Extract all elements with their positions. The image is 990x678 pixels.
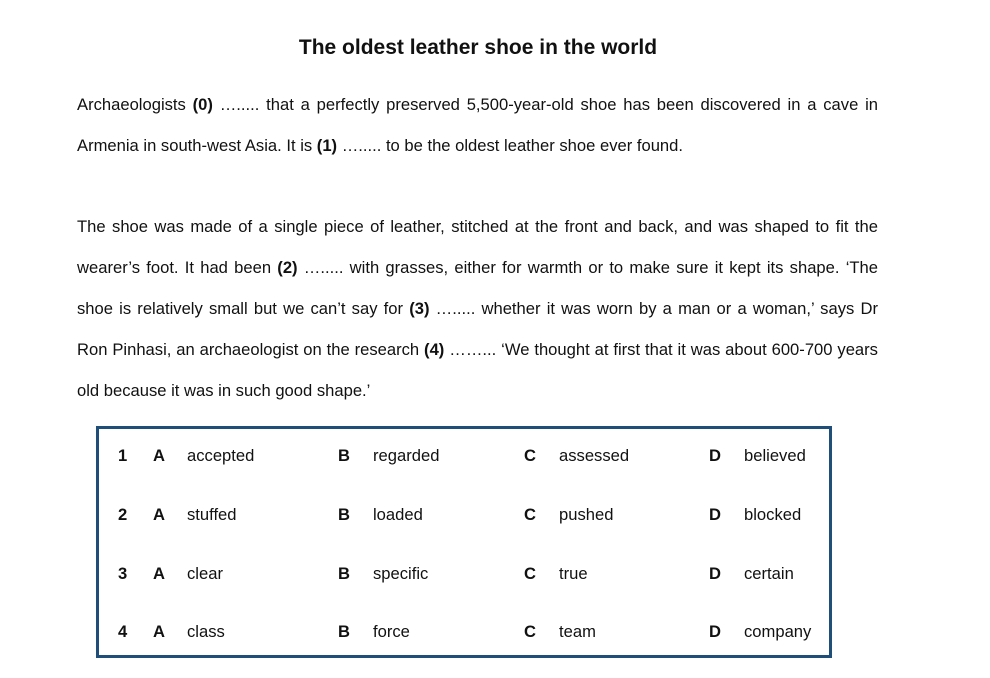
option-word-a: stuffed [187, 505, 237, 524]
passage-text: …..... to be the oldest leather shoe ever found. [337, 136, 683, 155]
option-letter-a: A [153, 505, 165, 524]
option-letter-b: B [338, 505, 350, 524]
passage-paragraph-1 [77, 84, 878, 166]
question-number: 2 [118, 505, 128, 524]
option-letter-a: A [153, 622, 165, 641]
option-word-b: specific [373, 564, 429, 583]
option-word-b: force [373, 622, 410, 641]
option-row-1 [99, 446, 829, 470]
option-letter-c: C [524, 622, 536, 641]
passage-text: The shoe was made of a single piece of leather, stitched at the front and back, and was shaped to fit the wearer’s foot. It had been [77, 217, 878, 277]
gap-number: (0) [192, 95, 213, 114]
passage-text: …..... whether it was worn by a man or a woman,’ says Dr Ron Pinhasi, an archaeologist on the research [77, 299, 878, 359]
option-word-c: true [559, 564, 588, 583]
gap-number: (2) [277, 258, 298, 277]
option-word-d: blocked [744, 505, 802, 524]
option-letter-d: D [709, 622, 721, 641]
passage-text: …..... with grasses, either for warmth or to make sure it kept its shape. ‘The shoe is relatively small but we can’t say for [77, 258, 878, 318]
option-letter-d: D [709, 505, 721, 524]
passage-paragraph-2 [77, 206, 878, 411]
option-letter-c: C [524, 505, 536, 524]
option-letter-a: A [153, 446, 165, 465]
option-letter-c: C [524, 564, 536, 583]
option-letter-b: B [338, 564, 350, 583]
question-number: 3 [118, 564, 128, 583]
option-word-a: accepted [187, 446, 255, 465]
question-number: 4 [118, 622, 128, 641]
option-word-d: company [744, 622, 812, 641]
option-word-d: certain [744, 564, 794, 583]
gap-number: (1) [316, 136, 338, 155]
option-word-c: pushed [559, 505, 614, 524]
gap-number: (3) [409, 299, 430, 318]
option-word-c: assessed [559, 446, 630, 465]
passage-text: Archaeologists [77, 95, 193, 114]
passage-text: ……... ‘We thought at first that it was about 600-700 years old because it was in such good shape.’ [77, 340, 878, 400]
option-word-a: class [187, 622, 225, 641]
gap-number: (4) [424, 340, 445, 359]
option-letter-c: C [524, 446, 536, 465]
option-letter-a: A [153, 564, 165, 583]
option-row-4 [99, 622, 829, 646]
options-box [96, 426, 832, 658]
option-word-b: regarded [373, 446, 440, 465]
option-letter-b: B [338, 446, 350, 465]
option-letter-d: D [709, 564, 721, 583]
option-word-d: believed [744, 446, 806, 465]
option-letter-d: D [709, 446, 721, 465]
question-number: 1 [118, 446, 128, 465]
option-row-2 [99, 505, 829, 529]
page-title: The oldest leather shoe in the world [298, 36, 658, 59]
option-word-b: loaded [373, 505, 423, 524]
option-word-a: clear [187, 564, 223, 583]
option-word-c: team [559, 622, 596, 641]
option-row-3 [99, 564, 829, 588]
passage-text: …..... that a perfectly preserved 5,500-year-old shoe has been discovered in a cave in Armenia in south-west Asia. It is [77, 95, 879, 155]
option-letter-b: B [338, 622, 350, 641]
